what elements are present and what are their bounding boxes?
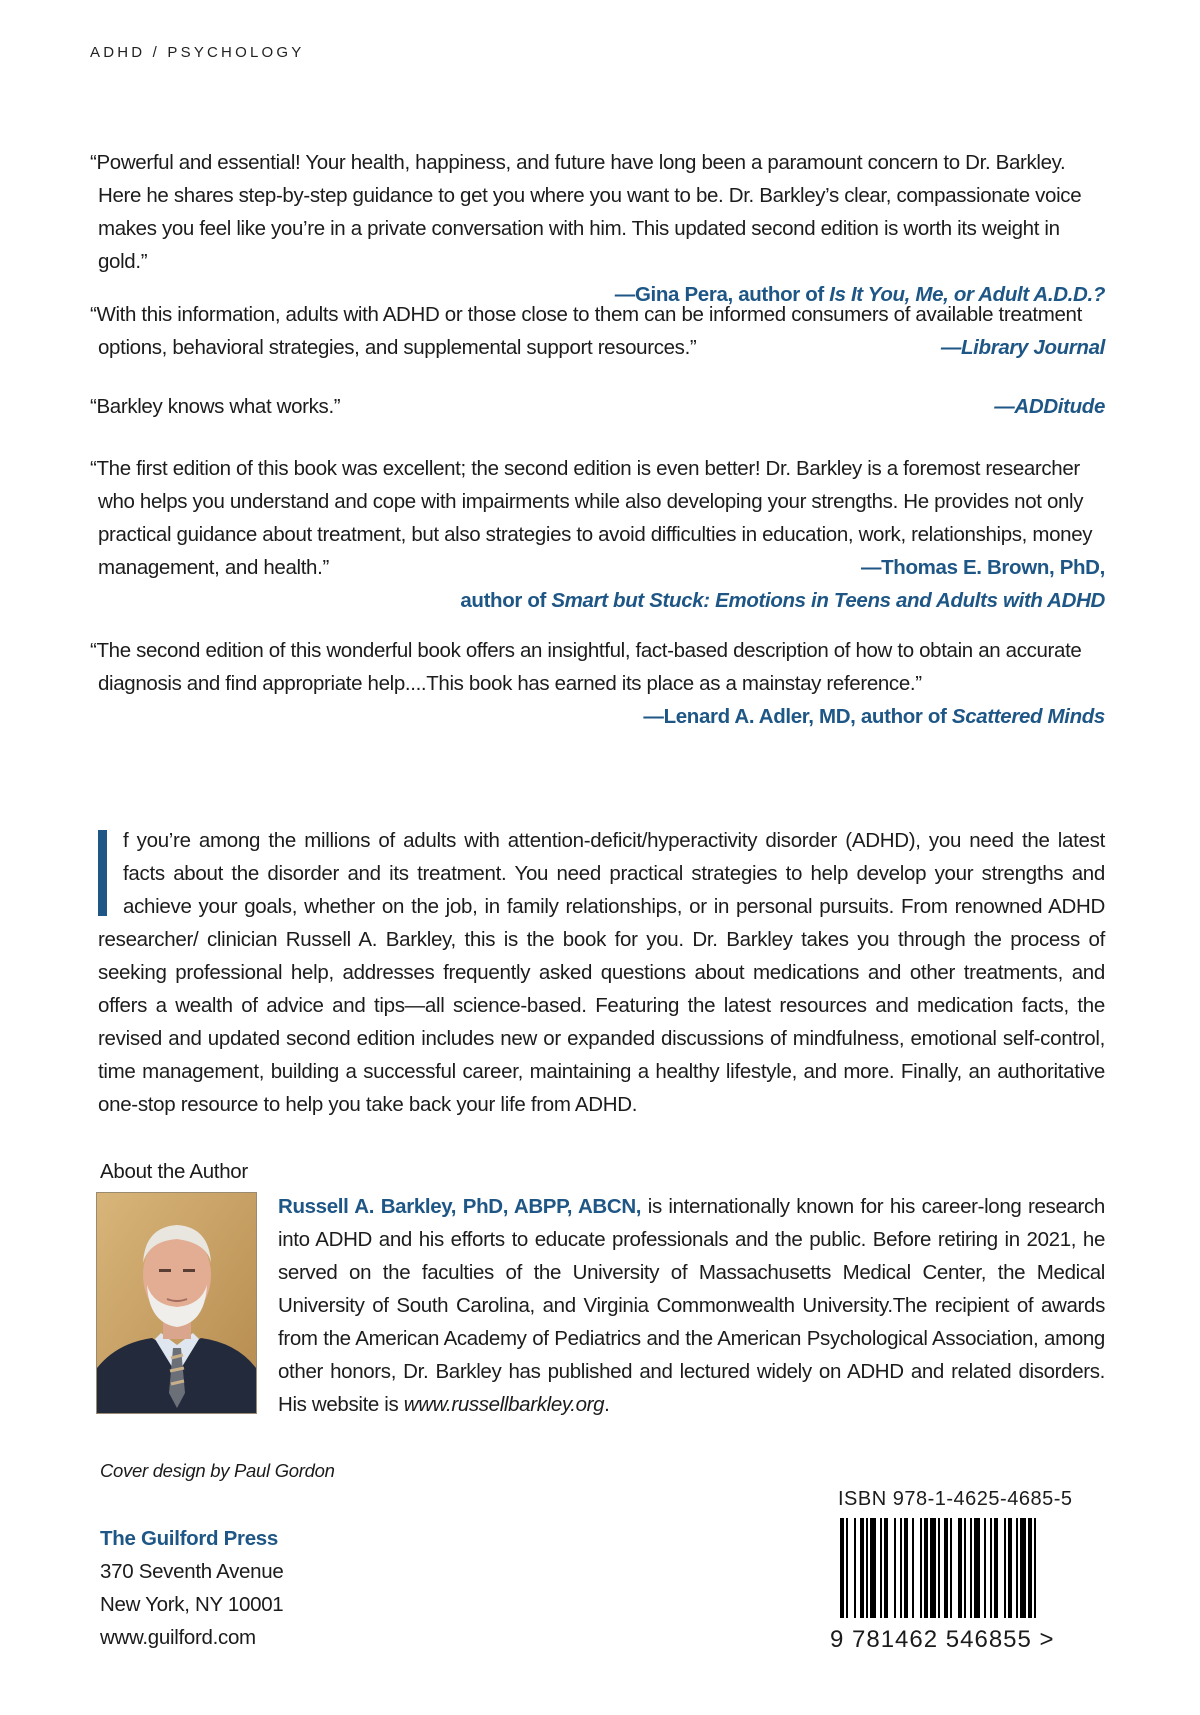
quote-attribution-name: —Thomas E. Brown, PhD, — [860, 556, 1105, 579]
barcode-bar — [900, 1518, 902, 1618]
barcode-bar — [994, 1518, 998, 1618]
quote-attribution: —Gina Pera, author of Is It You, Me, or Adult A.D.D.? — [614, 283, 1105, 306]
quote-text: “With this information, adults with ADHD or those close to them can be informed consumers of available treatment options, behavioral strategies, and supplemental support resources.” —Library Journal — [90, 298, 1105, 364]
barcode-bar — [1034, 1518, 1036, 1618]
barcode-bar — [854, 1518, 856, 1618]
barcode-bar — [894, 1518, 896, 1618]
publisher-website[interactable]: www.guilford.com — [100, 1626, 256, 1649]
barcode-bar — [1028, 1518, 1032, 1618]
review-quote-1 — [90, 146, 1105, 311]
category-label: ADHD / PSYCHOLOGY — [90, 44, 305, 61]
isbn-block — [830, 1488, 1105, 1653]
barcode-bar — [904, 1518, 908, 1618]
barcode-bar — [1016, 1518, 1018, 1618]
quote-attribution-book: author of Smart but Stuck: Emotions in Teens and Adults with ADHD — [460, 589, 1105, 612]
barcode-bar — [924, 1518, 928, 1618]
author-name: Russell A. Barkley, PhD, ABPP, ABCN, — [278, 1195, 642, 1218]
barcode-bar — [958, 1518, 962, 1618]
barcode-bar — [884, 1518, 888, 1618]
barcode-bar — [870, 1518, 876, 1618]
description-text: f you’re among the millions of adults with attention-deficit/hyperactivity disorder (ADHD), you need the latest facts about the disorder and its treatment. You need practical strategies to help develop your strengths and achieve your goals, whether on the job, in family relationships, or in personal pursuits. From renowned ADHD researcher/ clinician Russell A. Barkley, this is the book for you. Dr. Barkley takes you through the process of seeking professional help, addresses frequently asked questions about medications and other treatments, and offers a wealth of advice and tips—all science-based. Featuring the latest resources and medication facts, the revised and updated second edition includes new or expanded discussions of mindfulness, emotional self-control, time management, building a successful career, maintaining a healthy lifestyle, and more. Finally, an authoritative one-stop resource to help you take back your life from ADHD. — [98, 829, 1105, 1116]
barcode-bar — [1008, 1518, 1012, 1618]
about-author-heading: About the Author — [100, 1160, 248, 1183]
cover-design-credit: Cover design by Paul Gordon — [100, 1460, 335, 1481]
quote-attribution: —Library Journal — [940, 336, 1105, 359]
review-quote-5 — [90, 634, 1105, 733]
barcode-bar — [840, 1518, 844, 1618]
barcode-bar — [1004, 1518, 1006, 1618]
quote-text: “Barkley knows what works.” —ADDitude — [90, 390, 1105, 423]
author-bio: Russell A. Barkley, PhD, ABPP, ABCN, is internationally known for his career-long research into ADHD and his efforts to educate professionals and the public. Before retiring in 2021, he served on the faculties of the University of Massachusetts Medical Center, the Medical University of South Carolina, and Virginia Commonwealth University.The recipient of awards from the American Academy of Pediatrics and the American Psychological Association, among other honors, Dr. Barkley has published and lectured widely on ADHD and related disorders. His website is www.russellbarkley.org. — [278, 1195, 1105, 1416]
barcode-bar — [964, 1518, 966, 1618]
barcode-bar — [930, 1518, 936, 1618]
barcode-bar — [974, 1518, 980, 1618]
quote-text: “The second edition of this wonderful book offers an insightful, fact-based description of how to obtain an accurate diagnosis and find appropriate help....This book has earned its place as a mainstay reference.” — [90, 639, 1082, 695]
publisher-address-line-1: 370 Seventh Avenue — [100, 1560, 284, 1583]
barcode-digits: 9 781462 546855 > — [830, 1626, 1055, 1653]
publisher-address-line-2: New York, NY 10001 — [100, 1593, 284, 1616]
barcode-bar — [1020, 1518, 1026, 1618]
review-quote-3 — [90, 390, 1105, 423]
quote-text: “Powerful and essential! Your health, happiness, and future have long been a paramount concern to Dr. Barkley. Here he shares step-by-step guidance to get you where you want to be. Dr. Barkley’s clear, compassionate voice makes you feel like you’re in a private conversation with him. This updated second edition is worth its weight in gold.” — [90, 151, 1082, 273]
review-quote-4 — [90, 452, 1105, 617]
barcode-bar — [920, 1518, 922, 1618]
author-website[interactable]: www.russellbarkley.org — [403, 1393, 605, 1416]
barcode-bar — [944, 1518, 948, 1618]
review-quote-2 — [90, 298, 1105, 364]
barcode-bar — [880, 1518, 882, 1618]
barcode-bar — [970, 1518, 972, 1618]
quote-attribution: —Lenard A. Adler, MD, author of Scattered Minds — [643, 705, 1105, 728]
quote-attribution: —ADDitude — [994, 395, 1105, 418]
author-photo — [96, 1192, 257, 1414]
book-description — [98, 824, 1105, 1121]
barcode-bar — [912, 1518, 914, 1618]
barcode-bar — [990, 1518, 992, 1618]
publisher-block — [100, 1522, 283, 1654]
barcode-bar — [866, 1518, 868, 1618]
isbn-number: ISBN 978-1-4625-4685-5 — [838, 1488, 1073, 1510]
barcode-bar — [846, 1518, 848, 1618]
barcode — [840, 1518, 1098, 1618]
barcode-bar — [860, 1518, 864, 1618]
barcode-bar — [938, 1518, 940, 1618]
barcode-bar — [984, 1518, 986, 1618]
drop-cap-bar — [98, 830, 107, 916]
barcode-bar — [950, 1518, 952, 1618]
publisher-name: The Guilford Press — [100, 1527, 278, 1550]
quote-text: “The first edition of this book was excellent; the second edition is even better! Dr. Barkley is a foremost researcher who helps you understand and cope with impairments while also developing your strengths. He provides not only practical guidance about treatment, but also strategies to avoid difficulties in education, work, relationships, money management, and health.” —Thomas E. Brown, PhD, — [90, 452, 1105, 584]
